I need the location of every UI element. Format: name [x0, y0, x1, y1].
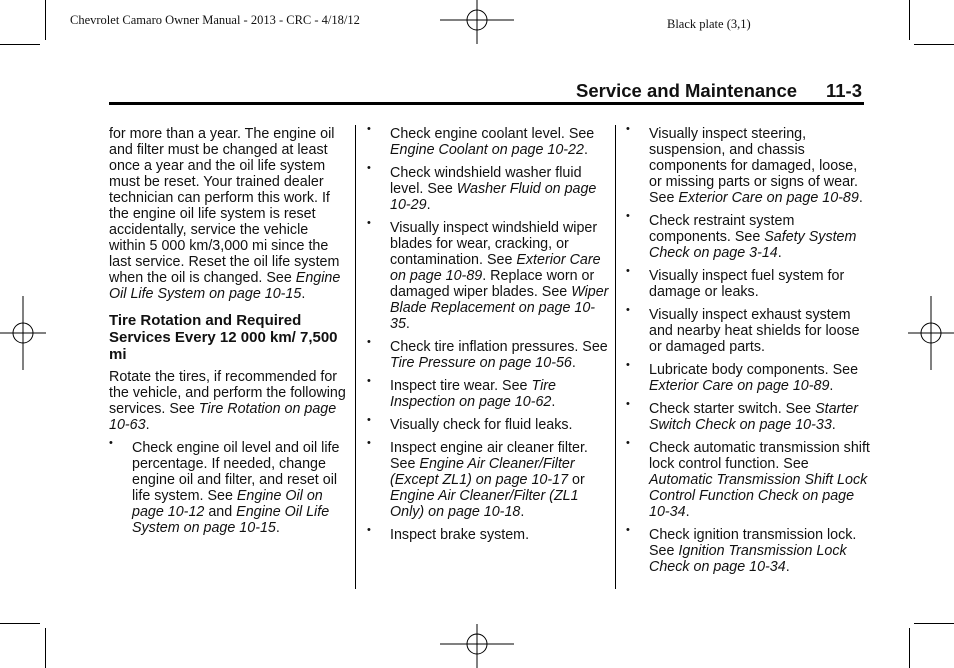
bullet-icon: •: [367, 123, 371, 135]
cross-reference: Exterior Care on page 10-89: [649, 378, 830, 394]
cross-reference: Tire Pressure on page 10-56: [390, 355, 572, 371]
cross-reference: Tire Inspection on page 10-62: [390, 378, 556, 410]
crop-mark: [909, 0, 910, 40]
cross-reference: Exterior Care on page 10-89: [678, 190, 859, 206]
text-run: .: [551, 394, 556, 410]
text-run: .: [685, 504, 690, 520]
text-run: .: [520, 504, 525, 520]
crop-mark: [914, 44, 954, 45]
bullet-item: [626, 524, 872, 575]
registration-mark-left: [0, 296, 46, 370]
bullet-item: [626, 210, 872, 261]
plate-info: Black plate (3,1): [667, 17, 751, 31]
text-run: Check automatic transmission shift lock control function. See: [649, 440, 870, 472]
crop-mark: [45, 628, 46, 668]
text-run: .: [426, 197, 431, 213]
text-run: Visually check for fluid leaks.: [390, 417, 573, 433]
text-run: Visually inspect windshield wiper blades for wear, cracking, or contamination. See: [390, 220, 598, 268]
text-run: .: [829, 378, 834, 394]
bullet-item: [109, 437, 347, 536]
text-run: Visually inspect exhaust system and nearby heat shields for loose or damaged parts.: [649, 307, 860, 355]
bullet-icon: •: [109, 437, 113, 449]
cross-reference: Wiper Blade Replacement on page 10-35: [390, 284, 609, 332]
bullet-list: [626, 123, 872, 575]
column-divider: [615, 125, 616, 589]
cross-reference: Automatic Transmission Shift Lock Control Function Check on page 10-34: [649, 472, 868, 520]
cross-reference: Ignition Transmission Lock Check on page 10-34: [649, 543, 847, 575]
text-run: Check ignition transmission lock. See: [649, 527, 857, 559]
registration-mark-right: [908, 296, 954, 370]
crop-mark: [914, 623, 954, 624]
text-run: Inspect engine air cleaner filter. See: [390, 440, 588, 472]
text-run: Check engine coolant level. See: [390, 126, 595, 142]
cross-reference: Engine Coolant on page 10-22: [390, 142, 584, 158]
registration-mark-bottom: [440, 624, 514, 668]
section-title: Service and Maintenance: [576, 80, 798, 101]
registration-mark-top: [440, 0, 514, 44]
text-run: Visually inspect fuel system for damage or leaks.: [649, 268, 845, 300]
bullet-icon: •: [367, 217, 371, 229]
crop-mark: [45, 0, 46, 40]
bullet-item: [367, 217, 609, 332]
bullet-item: [367, 162, 609, 213]
text-run: .: [275, 520, 280, 536]
crop-mark: [909, 628, 910, 668]
text-run: .: [858, 190, 863, 206]
bullet-item: [367, 437, 609, 520]
bullet-item: [367, 336, 609, 371]
text-run: .: [583, 142, 588, 158]
bullet-item: [367, 524, 609, 543]
column-1: [109, 126, 347, 543]
text-run: Check starter switch. See: [649, 401, 816, 417]
bullet-list: [109, 437, 347, 536]
text-run: .: [301, 286, 306, 302]
bullet-icon: •: [626, 123, 630, 135]
text-run: Check tire inflation pressures. See: [390, 339, 608, 355]
text-run: . Replace worn or damaged wiper blades. See: [390, 268, 595, 300]
bullet-item: [626, 437, 872, 520]
crop-mark: [0, 44, 40, 45]
text-run: .: [405, 316, 410, 332]
bullet-icon: •: [367, 414, 371, 426]
text-run: Check engine oil level and oil life percentage. If needed, change engine oil and filter, and reset oil life system. See: [132, 440, 340, 504]
text-run: .: [145, 417, 150, 433]
bullet-list: [367, 123, 609, 543]
column-divider: [355, 125, 356, 589]
bullet-item: [626, 123, 872, 206]
bullet-icon: •: [367, 524, 371, 536]
text-run: .: [777, 245, 782, 261]
column-2: [367, 123, 609, 550]
bullet-icon: •: [626, 524, 630, 536]
crop-mark: [0, 623, 40, 624]
text-run: for more than a year. The engine oil and filter must be changed at least once a year and the oil life system must be reset. Your trained dealer technician can perform this work. If the engine oil life system is reset accidentally, service the vehicle within 5 000 km/3,000 mi since the last service. Reset the oil life system when the oil is changed. See: [109, 126, 340, 286]
bullet-icon: •: [626, 210, 630, 222]
text-run: .: [571, 355, 576, 371]
text-run: Lubricate body components. See: [649, 362, 859, 378]
text-run: Inspect tire wear. See: [390, 378, 532, 394]
text-run: Inspect brake system.: [390, 527, 530, 543]
cross-reference: Engine Air Cleaner/Filter (ZL1 Only) on page 10-18: [390, 488, 579, 520]
bullet-icon: •: [626, 359, 630, 371]
cross-reference: Tire Rotation on page 10-63: [109, 401, 337, 433]
bullet-icon: •: [626, 437, 630, 449]
bullet-item: [626, 398, 872, 433]
text-run: Check windshield washer fluid level. See: [390, 165, 582, 197]
cross-reference: Engine Oil Life System on page 10-15: [109, 270, 341, 302]
bullet-icon: •: [367, 162, 371, 174]
bullet-icon: •: [367, 437, 371, 449]
bullet-icon: •: [626, 398, 630, 410]
bullet-icon: •: [626, 265, 630, 277]
intro-paragraph: [109, 126, 347, 302]
cross-reference: Engine Air Cleaner/Filter (Except ZL1) on page 10-17: [390, 456, 575, 488]
bullet-icon: •: [367, 375, 371, 387]
header-rule: [109, 102, 864, 105]
text-run: Check restraint system components. See: [649, 213, 795, 245]
column-3: [626, 123, 872, 582]
page-number: 11-3: [826, 80, 863, 101]
bullet-item: [367, 375, 609, 410]
text-run: .: [831, 417, 836, 433]
bullet-item: [626, 304, 872, 355]
subheading: Tire Rotation and Required Services Every 12 000 km/ 7,500 mi: [109, 312, 338, 363]
text-run: and: [204, 504, 237, 520]
text-run: Rotate the tires, if recommended for the vehicle, and perform the following services. See: [109, 369, 346, 417]
cross-reference: Engine Oil on page 10-12: [132, 488, 323, 520]
bullet-item: [626, 265, 872, 300]
cross-reference: Engine Oil Life System on page 10-15: [132, 504, 330, 536]
bullet-icon: •: [626, 304, 630, 316]
cross-reference: Exterior Care on page 10-89: [390, 252, 601, 284]
text-run: .: [785, 559, 790, 575]
cross-reference: Starter Switch Check on page 10-33: [649, 401, 858, 433]
text-run: Visually inspect steering, suspension, and chassis components for damaged, loose, or missing parts or signs of wear. See: [649, 126, 858, 206]
bullet-item: [626, 359, 872, 394]
body-paragraph: [109, 369, 347, 433]
cross-reference: Safety System Check on page 3-14: [649, 229, 857, 261]
manual-info: Chevrolet Camaro Owner Manual - 2013 - CRC - 4/18/12: [70, 13, 360, 27]
bullet-item: [367, 414, 609, 433]
text-run: or: [568, 472, 585, 488]
bullet-item: [367, 123, 609, 158]
cross-reference: Washer Fluid on page 10-29: [390, 181, 597, 213]
bullet-icon: •: [367, 336, 371, 348]
